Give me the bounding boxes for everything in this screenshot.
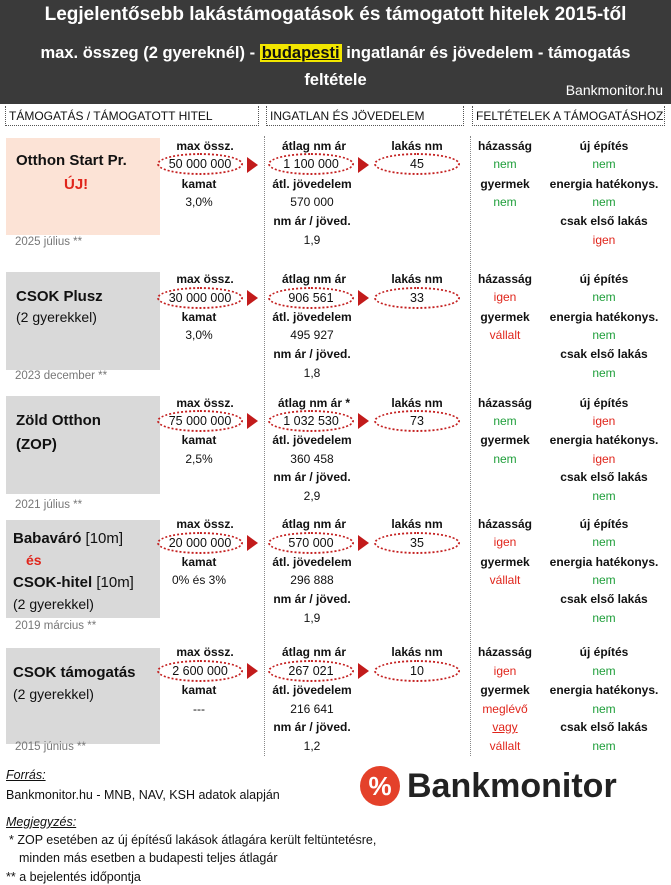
uj-epites-value: igen [592, 414, 616, 428]
gyermek-value-2: vagy [492, 720, 518, 734]
csak-elso-label: csak első lakás [560, 592, 648, 606]
hazassag-value: nem [493, 157, 517, 171]
jovedelem-label: átl. jövedelem [272, 555, 352, 569]
hazassag-value: igen [493, 290, 517, 304]
card-date: 2019 március ** [15, 620, 97, 632]
nm-jov-value: 1,9 [303, 611, 321, 625]
uj-epites-value: nem [592, 664, 616, 678]
lakas-nm-oval: 73 [374, 410, 460, 432]
nm-ar-oval: 267 021 [268, 660, 354, 682]
notes-label: Megjegyzés: [6, 815, 77, 829]
note-1b: minden más esetben a budapesti teljes átlagár [19, 851, 278, 865]
jovedelem-value: 216 641 [290, 702, 334, 716]
csak-elso-value: nem [592, 739, 616, 753]
note-1: * ZOP esetében az új építésű lakások átlagára került feltüntetésre, [9, 833, 377, 847]
csak-elso-label: csak első lakás [560, 470, 648, 484]
hazassag-label: házasság [477, 396, 533, 410]
nm-jov-value: 2,9 [303, 489, 321, 503]
header [0, 0, 671, 104]
gyermek-label: gyermek [480, 555, 530, 569]
csak-elso-value: nem [592, 611, 616, 625]
nm-jov-label: nm ár / jöved. [273, 592, 351, 606]
card-name2-tag: [10m] [92, 574, 134, 591]
logo-text: Bankmonitor [407, 767, 617, 805]
max-amount-oval: 2 600 000 [157, 660, 243, 682]
arrow-icon [358, 535, 369, 551]
energia-label: energia hatékonys. [549, 177, 659, 191]
energia-value: igen [592, 452, 616, 466]
card-date: 2025 július ** [15, 236, 83, 248]
card-date: 2021 július ** [15, 499, 83, 511]
max-label: max össz. [176, 272, 234, 286]
lakas-nm-label: lakás nm [391, 272, 443, 286]
card-date: 2023 december ** [15, 370, 108, 382]
max-label: max össz. [176, 139, 234, 153]
lakas-nm-oval: 45 [374, 153, 460, 175]
jovedelem-value: 360 458 [290, 452, 334, 466]
nm-jov-label: nm ár / jöved. [273, 720, 351, 734]
bankmonitor-logo [360, 764, 650, 808]
uj-epites-label: új építés [579, 396, 629, 410]
subtitle-line2: feltétele [304, 71, 367, 89]
uj-epites-value: nem [592, 157, 616, 171]
lakas-nm-oval: 35 [374, 532, 460, 554]
nm-jov-value: 1,9 [303, 233, 321, 247]
subtitle-post: ingatlanár és jövedelem - támogatás [341, 44, 631, 62]
csak-elso-value: nem [592, 489, 616, 503]
nm-ar-label: átlag nm ár * [277, 396, 351, 410]
source-text: Bankmonitor.hu - MNB, NAV, KSH adatok alapján [6, 788, 280, 802]
gyermek-value-3: vállalt [489, 739, 521, 753]
card-sub: (2 gyerekkel) [13, 686, 94, 702]
gyermek-value: vállalt [489, 328, 521, 342]
card-otthon-start [6, 138, 160, 235]
card-sub: (2 gyerekkel) [16, 309, 97, 325]
energia-value: nem [592, 702, 616, 716]
hazassag-label: házasság [477, 517, 533, 531]
kamat-label: kamat [181, 683, 217, 697]
lakas-nm-label: lakás nm [391, 396, 443, 410]
card-and: és [26, 552, 42, 568]
nm-ar-oval: 570 000 [268, 532, 354, 554]
card-name-tag: [10m] [81, 530, 124, 547]
kamat-label: kamat [181, 310, 217, 324]
card-name: Zöld Otthon [16, 412, 101, 429]
card-name-2: CSOK-hitel [13, 574, 93, 591]
uj-epites-label: új építés [579, 645, 629, 659]
gyermek-label: gyermek [480, 310, 530, 324]
percent-icon: % [360, 766, 400, 806]
kamat-value: 3,0% [185, 195, 213, 209]
jovedelem-label: átl. jövedelem [272, 177, 352, 191]
nm-ar-label: átlag nm ár [281, 645, 347, 659]
energia-label: energia hatékonys. [549, 683, 659, 697]
hazassag-value: nem [493, 414, 517, 428]
kamat-label: kamat [181, 433, 217, 447]
max-amount-oval: 30 000 000 [157, 287, 243, 309]
gyermek-value: vállalt [489, 573, 521, 587]
card-sub: (2 gyerekkel) [13, 596, 94, 612]
arrow-icon [358, 413, 369, 429]
subtitle-highlight: budapesti [261, 44, 340, 62]
site-label: Bankmonitor.hu [565, 82, 663, 98]
hazassag-label: házasság [477, 272, 533, 286]
arrow-icon [247, 413, 258, 429]
csak-elso-value: igen [592, 233, 616, 247]
jovedelem-value: 570 000 [290, 195, 334, 209]
hazassag-value: igen [493, 664, 517, 678]
kamat-value: 3,0% [185, 328, 213, 342]
kamat-value: --- [193, 702, 205, 716]
csak-elso-label: csak első lakás [560, 720, 648, 734]
card-csok-plusz [6, 272, 160, 370]
card-name: CSOK Plusz [16, 288, 103, 305]
max-amount-oval: 50 000 000 [157, 153, 243, 175]
kamat-value: 2,5% [185, 452, 213, 466]
card-name-2: (ZOP) [16, 436, 57, 453]
uj-epites-value: nem [592, 535, 616, 549]
arrow-icon [358, 157, 369, 173]
arrow-icon [247, 290, 258, 306]
lakas-nm-label: lakás nm [391, 517, 443, 531]
csak-elso-value: nem [592, 366, 616, 380]
gyermek-label: gyermek [480, 433, 530, 447]
csak-elso-label: csak első lakás [560, 347, 648, 361]
energia-label: energia hatékonys. [549, 555, 659, 569]
card-babavaro [6, 520, 160, 618]
max-amount-oval: 75 000 000 [157, 410, 243, 432]
energia-label: energia hatékonys. [549, 433, 659, 447]
max-label: max össz. [176, 645, 234, 659]
gyermek-value: nem [493, 452, 517, 466]
nm-jov-label: nm ár / jöved. [273, 347, 351, 361]
note-2: ** a bejelentés időpontja [6, 870, 141, 884]
hazassag-value: igen [493, 535, 517, 549]
nm-ar-label: átlag nm ár [281, 517, 347, 531]
hazassag-label: házasság [477, 645, 533, 659]
uj-epites-label: új építés [579, 139, 629, 153]
kamat-value: 0% és 3% [171, 573, 227, 587]
kamat-label: kamat [181, 555, 217, 569]
jovedelem-value: 296 888 [290, 573, 334, 587]
nm-jov-label: nm ár / jöved. [273, 214, 351, 228]
uj-epites-label: új építés [579, 517, 629, 531]
energia-value: nem [592, 328, 616, 342]
gyermek-value-1: meglévő [482, 702, 528, 716]
gyermek-label: gyermek [480, 177, 530, 191]
nm-ar-label: átlag nm ár [281, 139, 347, 153]
card-name-line [13, 530, 123, 547]
arrow-icon [358, 663, 369, 679]
lakas-nm-label: lakás nm [391, 139, 443, 153]
source-label: Forrás: [6, 768, 46, 782]
nm-ar-oval: 1 032 530 [268, 410, 354, 432]
nm-ar-oval: 906 561 [268, 287, 354, 309]
subtitle-pre: max. összeg (2 gyereknél) - [40, 44, 260, 62]
lakas-nm-label: lakás nm [391, 645, 443, 659]
card-name: Babaváró [13, 530, 82, 547]
gyermek-label: gyermek [480, 683, 530, 697]
energia-value: nem [592, 195, 616, 209]
card-name: CSOK támogatás [13, 664, 136, 681]
column-header-support: TÁMOGATÁS / TÁMOGATOTT HITEL [5, 106, 259, 126]
csak-elso-label: csak első lakás [560, 214, 648, 228]
card-zold-otthon [6, 396, 160, 494]
card-name: Otthon Start Pr. [16, 152, 127, 169]
max-label: max össz. [176, 517, 234, 531]
card-name2-line [13, 574, 134, 591]
jovedelem-value: 495 927 [290, 328, 334, 342]
lakas-nm-oval: 10 [374, 660, 460, 682]
hazassag-label: házasság [477, 139, 533, 153]
jovedelem-label: átl. jövedelem [272, 683, 352, 697]
arrow-icon [247, 157, 258, 173]
nm-jov-label: nm ár / jöved. [273, 470, 351, 484]
uj-epites-value: nem [592, 290, 616, 304]
card-date: 2015 június ** [15, 741, 86, 753]
page-title: Legjelentősebb lakástámogatások és támogatott hitelek 2015-től [44, 4, 627, 25]
max-label: max össz. [176, 396, 234, 410]
new-badge: ÚJ! [64, 176, 89, 193]
gyermek-value: nem [493, 195, 517, 209]
kamat-label: kamat [181, 177, 217, 191]
column-header-property: INGATLAN ÉS JÖVEDELEM [266, 106, 464, 126]
nm-ar-oval: 1 100 000 [268, 153, 354, 175]
energia-label: energia hatékonys. [549, 310, 659, 324]
energia-value: nem [592, 573, 616, 587]
uj-epites-label: új építés [579, 272, 629, 286]
card-csok-tamogatas [6, 648, 160, 744]
lakas-nm-oval: 33 [374, 287, 460, 309]
nm-ar-label: átlag nm ár [281, 272, 347, 286]
nm-jov-value: 1,8 [303, 366, 321, 380]
arrow-icon [247, 663, 258, 679]
arrow-icon [358, 290, 369, 306]
max-amount-oval: 20 000 000 [157, 532, 243, 554]
arrow-icon [247, 535, 258, 551]
column-header-conditions: FELTÉTELEK A TÁMOGATÁSHOZ [472, 106, 665, 126]
jovedelem-label: átl. jövedelem [272, 433, 352, 447]
nm-jov-value: 1,2 [303, 739, 321, 753]
jovedelem-label: átl. jövedelem [272, 310, 352, 324]
